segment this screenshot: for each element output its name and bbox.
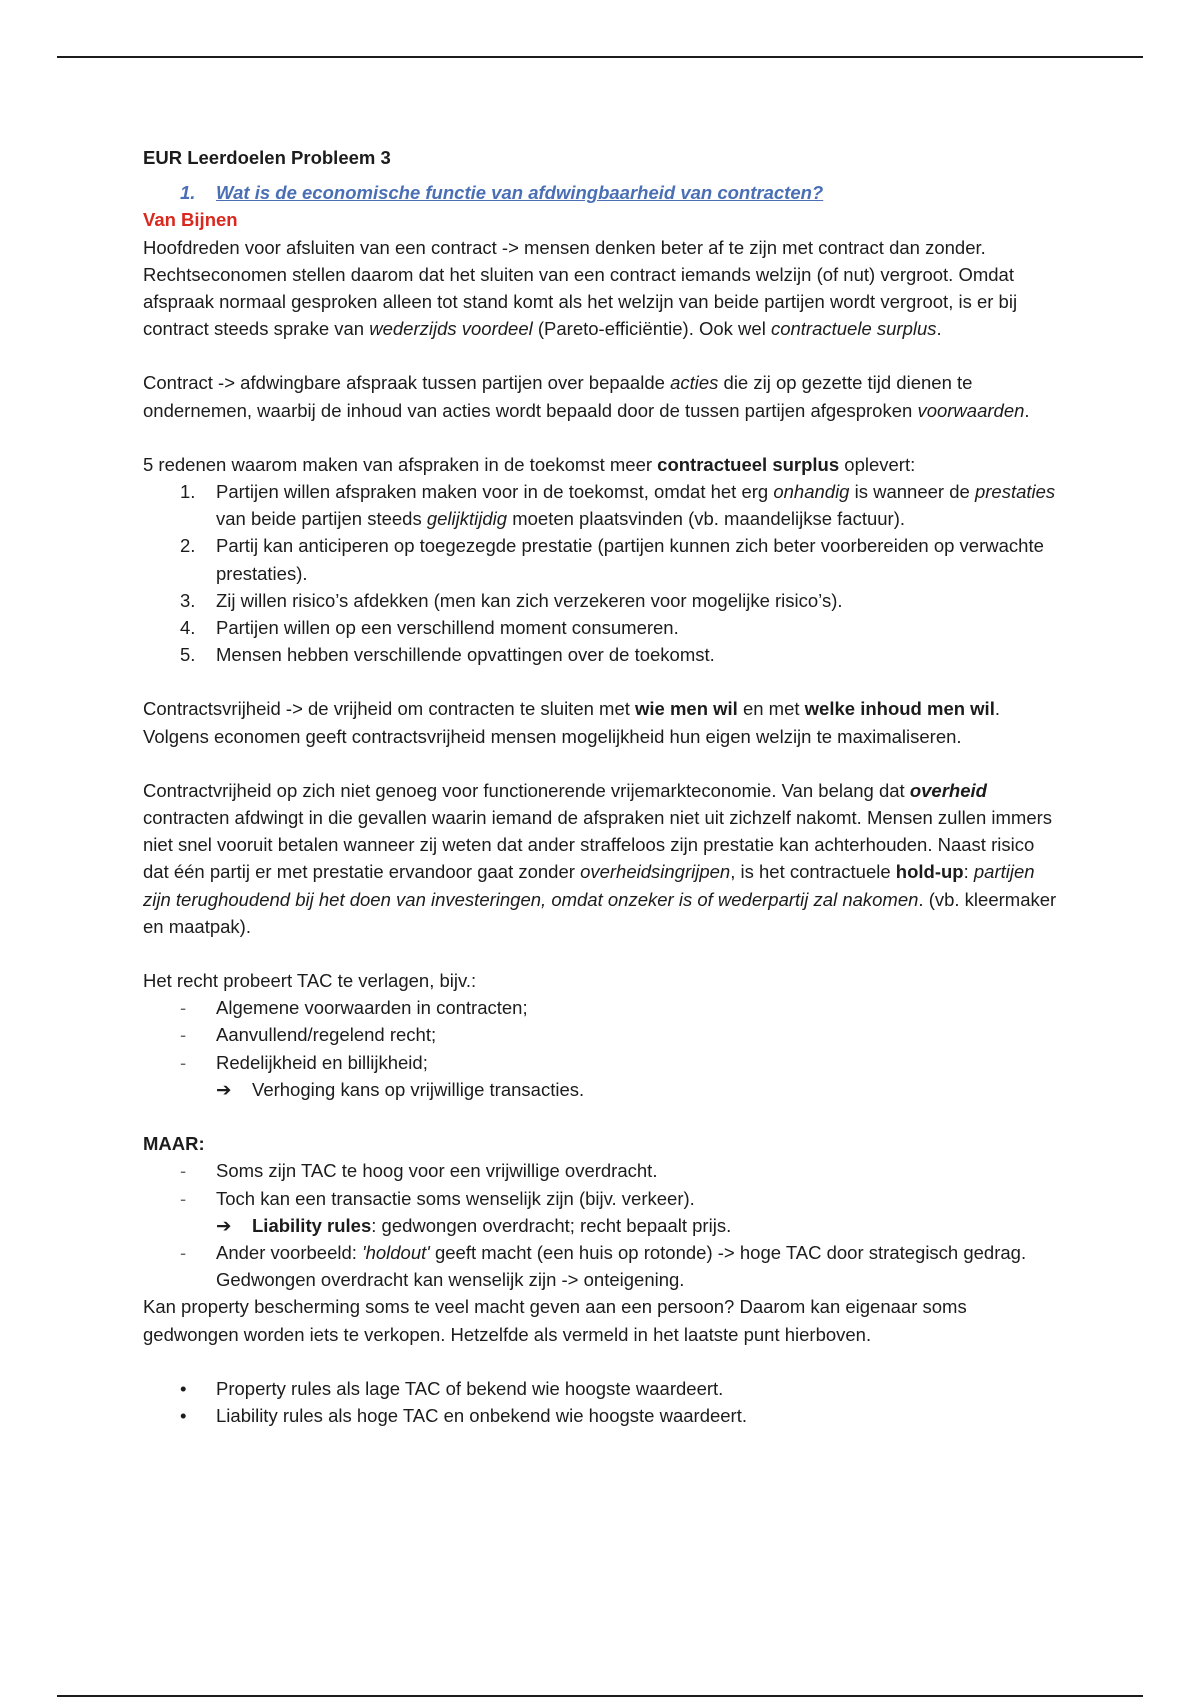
question-text: Wat is de economische functie van afdwingbaarheid van contracten? [216, 182, 824, 204]
top-rule [57, 56, 1143, 58]
bottom-rule [57, 1695, 1143, 1697]
question-number: 1. [180, 182, 196, 204]
list-item: - Redelijkheid en billijkheid; [180, 1051, 428, 1073]
list-item: 1. Partijen willen afspraken maken voor in de toekomst, omdat het erg onhandig is wanneer de prestaties van beide partijen steeds gelijktijdig moeten plaatsvinden (vb. maandelijkse factuur). [180, 481, 1056, 530]
maar-list-continued [143, 1239, 1063, 1293]
paragraph-property-protection: Kan property bescherming soms te veel macht geven aan een persoon? Daarom kan eigenaar soms gedwongen worden iets te verkopen. Hetzelfde als vermeld in het laatste punt hierboven. [143, 1296, 967, 1345]
rules-bullet-list [143, 1375, 1063, 1429]
paragraph-contract-definition: Contract -> afdwingbare afspraak tussen partijen over bepaalde acties die zij op gezette tijd dienen te ondernemen, waarbij de inhoud van acties wordt bepaald door de tussen partijen afgesproken voorwaarden. [143, 372, 1030, 421]
list-item: • Liability rules als hoge TAC en onbekend wie hoogste waardeert. [180, 1404, 747, 1426]
list-item: - Algemene voorwaarden in contracten; [180, 997, 528, 1019]
paragraph-contract-reason: Hoofdreden voor afsluiten van een contract -> mensen denken beter af te zijn met contract dan zonder. Rechtseconomen stellen daarom dat het sluiten van een contract iemands welzijn (of nut) vergroot. Omdat afspraak normaal gesproken alleen tot stand komt als het welzijn van beide partijen wordt vergroot, is er bij contract steeds sprake van wederzijds voordeel (Pareto-efficiëntie). Ook wel contractuele surplus. [143, 236, 1018, 340]
paragraph-reasons-intro: 5 redenen waarom maken van afspraken in de toekomst meer contractueel surplus oplevert: [143, 453, 916, 475]
paragraph-government-enforcement: Contractvrijheid op zich niet genoeg voor functionerende vrijemarkteconomie. Van belang dat overheid contracten afdwingt in die gevallen waarin iemand de afspraken niet uit zichzelf nakomt. Mensen zullen immers niet snel vooruit betalen wanneer zij weten dat ander straffeloos zijn prestatie kan achterhouden. Naast risico dat één partij er met prestatie ervandoor gaat zonder overheidsingrijpen, is het contractuele hold-up: partijen zijn terughoudend bij het doen van investeringen, omdat onzeker is of wederpartij zal nakomen. (vb. kleermaker en maatpak). [143, 779, 1057, 937]
list-item: - Aanvullend/regelend recht; [180, 1024, 437, 1046]
arrow-icon: ➔ [216, 1078, 232, 1100]
list-item: • Property rules als lage TAC of bekend wie hoogste waardeert. [180, 1377, 724, 1399]
list-item: 4. Partijen willen op een verschillend moment consumeren. [180, 617, 679, 639]
list-item: 3. Zij willen risico’s afdekken (men kan zich verzekeren voor mogelijke risico’s). [180, 589, 843, 611]
liability-note: ➔ Liability rules: gedwongen overdracht; recht bepaalt prijs. [143, 1212, 1063, 1239]
paragraph-tac: Het recht probeert TAC te verlagen, bijv.: [143, 970, 477, 992]
maar-label: MAAR: [143, 1133, 205, 1155]
question-heading [143, 179, 1063, 206]
list-item: - Toch kan een transactie soms wenselijk zijn (bijv. verkeer). [180, 1187, 695, 1209]
arrow-icon: ➔ [216, 1214, 232, 1236]
list-item: 2. Partij kan anticiperen op toegezegde prestatie (partijen kunnen zich beter voorbereiden op verwachte prestaties). [180, 535, 1044, 584]
list-item: 5. Mensen hebben verschillende opvattingen over de toekomst. [180, 644, 715, 666]
author-name: Van Bijnen [143, 209, 238, 231]
paragraph-contract-freedom: Contractsvrijheid -> de vrijheid om contracten te sluiten met wie men wil en met welke inhoud men wil. Volgens economen geeft contractsvrijheid mensen mogelijkheid hun eigen welzijn te maximaliseren. [143, 698, 1000, 747]
document-body [143, 144, 1063, 1429]
list-item: - Ander voorbeeld: 'holdout' geeft macht (een huis op rotonde) -> hoge TAC door strategisch gedrag. Gedwongen overdracht kan wenselijk zijn -> onteigening. [180, 1241, 1027, 1291]
tac-list [143, 994, 1063, 1076]
tac-conclusion: ➔ Verhoging kans op vrijwillige transacties. [143, 1076, 1063, 1103]
maar-list [143, 1157, 1063, 1211]
list-item: - Soms zijn TAC te hoog voor een vrijwillige overdracht. [180, 1160, 658, 1182]
document-title: EUR Leerdoelen Probleem 3 [143, 147, 391, 168]
reasons-list [143, 478, 1063, 668]
